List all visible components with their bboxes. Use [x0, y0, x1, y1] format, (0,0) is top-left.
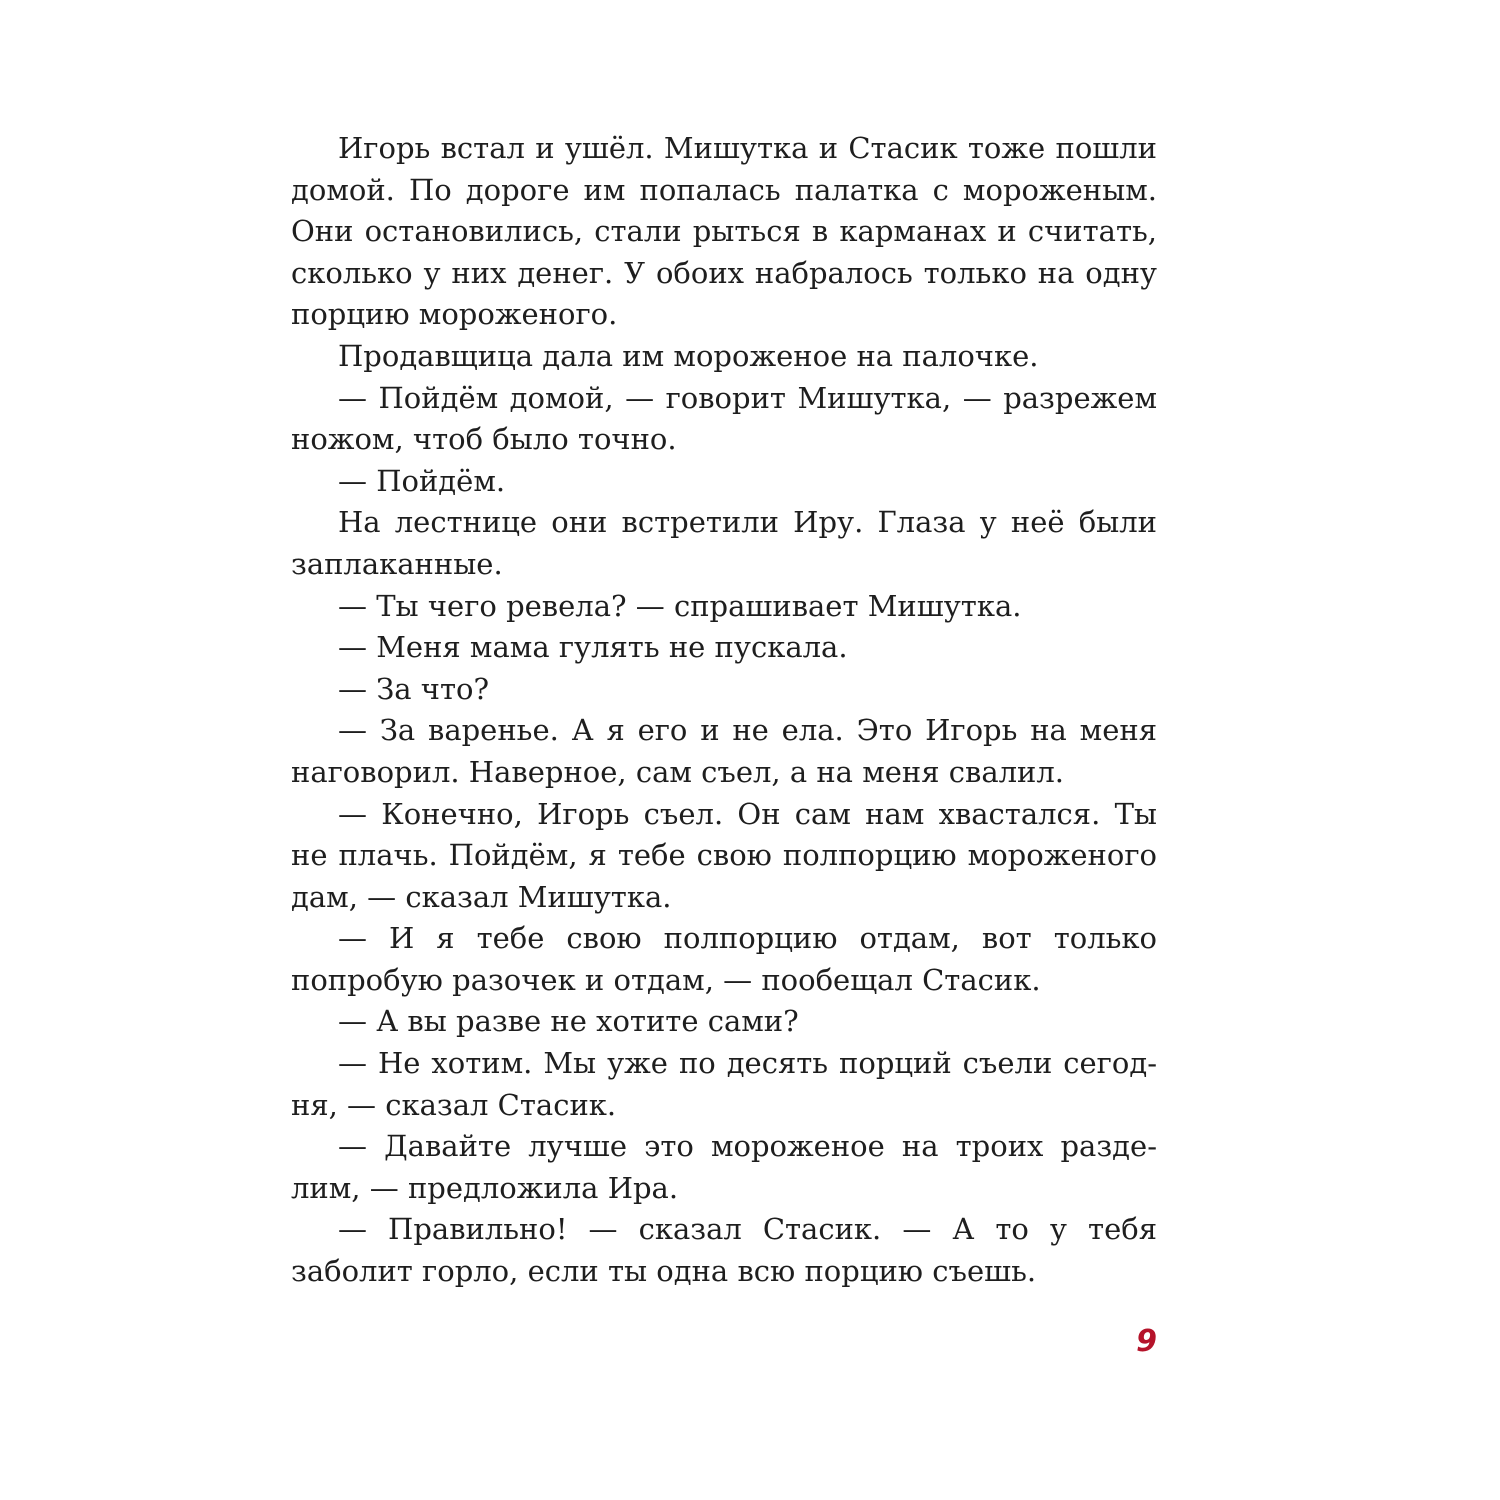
- paragraph: — А вы разве не хотите сами?: [338, 1004, 799, 1039]
- paragraph: — Пойдём.: [338, 463, 506, 498]
- paragraph: — Меня мама гулять не пускала.: [338, 630, 848, 665]
- paragraph: На лестнице они встретили Иру. Глаза у неё были заплаканные.: [291, 505, 1157, 581]
- paragraph: — Ты чего ревела? — спрашивает Мишутка.: [338, 588, 1022, 623]
- paragraph: — Пойдём домой, — говорит Мишутка, — разрежем ножом, чтоб было точно.: [291, 380, 1157, 457]
- page-number: 9: [1136, 1324, 1157, 1359]
- paragraph: Продавщица дала им мороженое на палочке.: [338, 338, 1039, 373]
- paragraph: — Давайте лучше это мороженое на троих разделим, — предложила Ира.: [291, 1129, 1157, 1205]
- paragraph: — И я тебе свою полпорцию отдам, вот только попробую разочек и отдам, — пообещал Стасик.: [291, 921, 1157, 997]
- paragraph: — За что?: [338, 671, 490, 706]
- page-text: [291, 128, 1157, 1293]
- paragraph: — Конечно, Игорь съел. Он сам нам хвастался. Ты не плачь. Пойдём, я тебе свою полпорцию мороженого дам, — сказал Мишутка.: [291, 796, 1157, 914]
- paragraph: Игорь встал и ушёл. Мишутка и Стасик тоже пошли домой. По дороге им попалась палатка с мороженым. Они остановились, стали рыться в карманах и считать, сколько у них денег. У обоих набралось только на одну порцию мороженого.: [291, 131, 1157, 332]
- paragraph: — Правильно! — сказал Стасик. — А то у тебя заболит горло, если ты одна всю порцию съешь.: [291, 1212, 1157, 1289]
- paragraph: — За варенье. А я его и не ела. Это Игорь на меня наговорил. Наверное, сам съел, а на меня свалил.: [291, 713, 1157, 789]
- paragraph: — Не хотим. Мы уже по десять порций съели сегодня, — сказал Стасик.: [291, 1046, 1157, 1122]
